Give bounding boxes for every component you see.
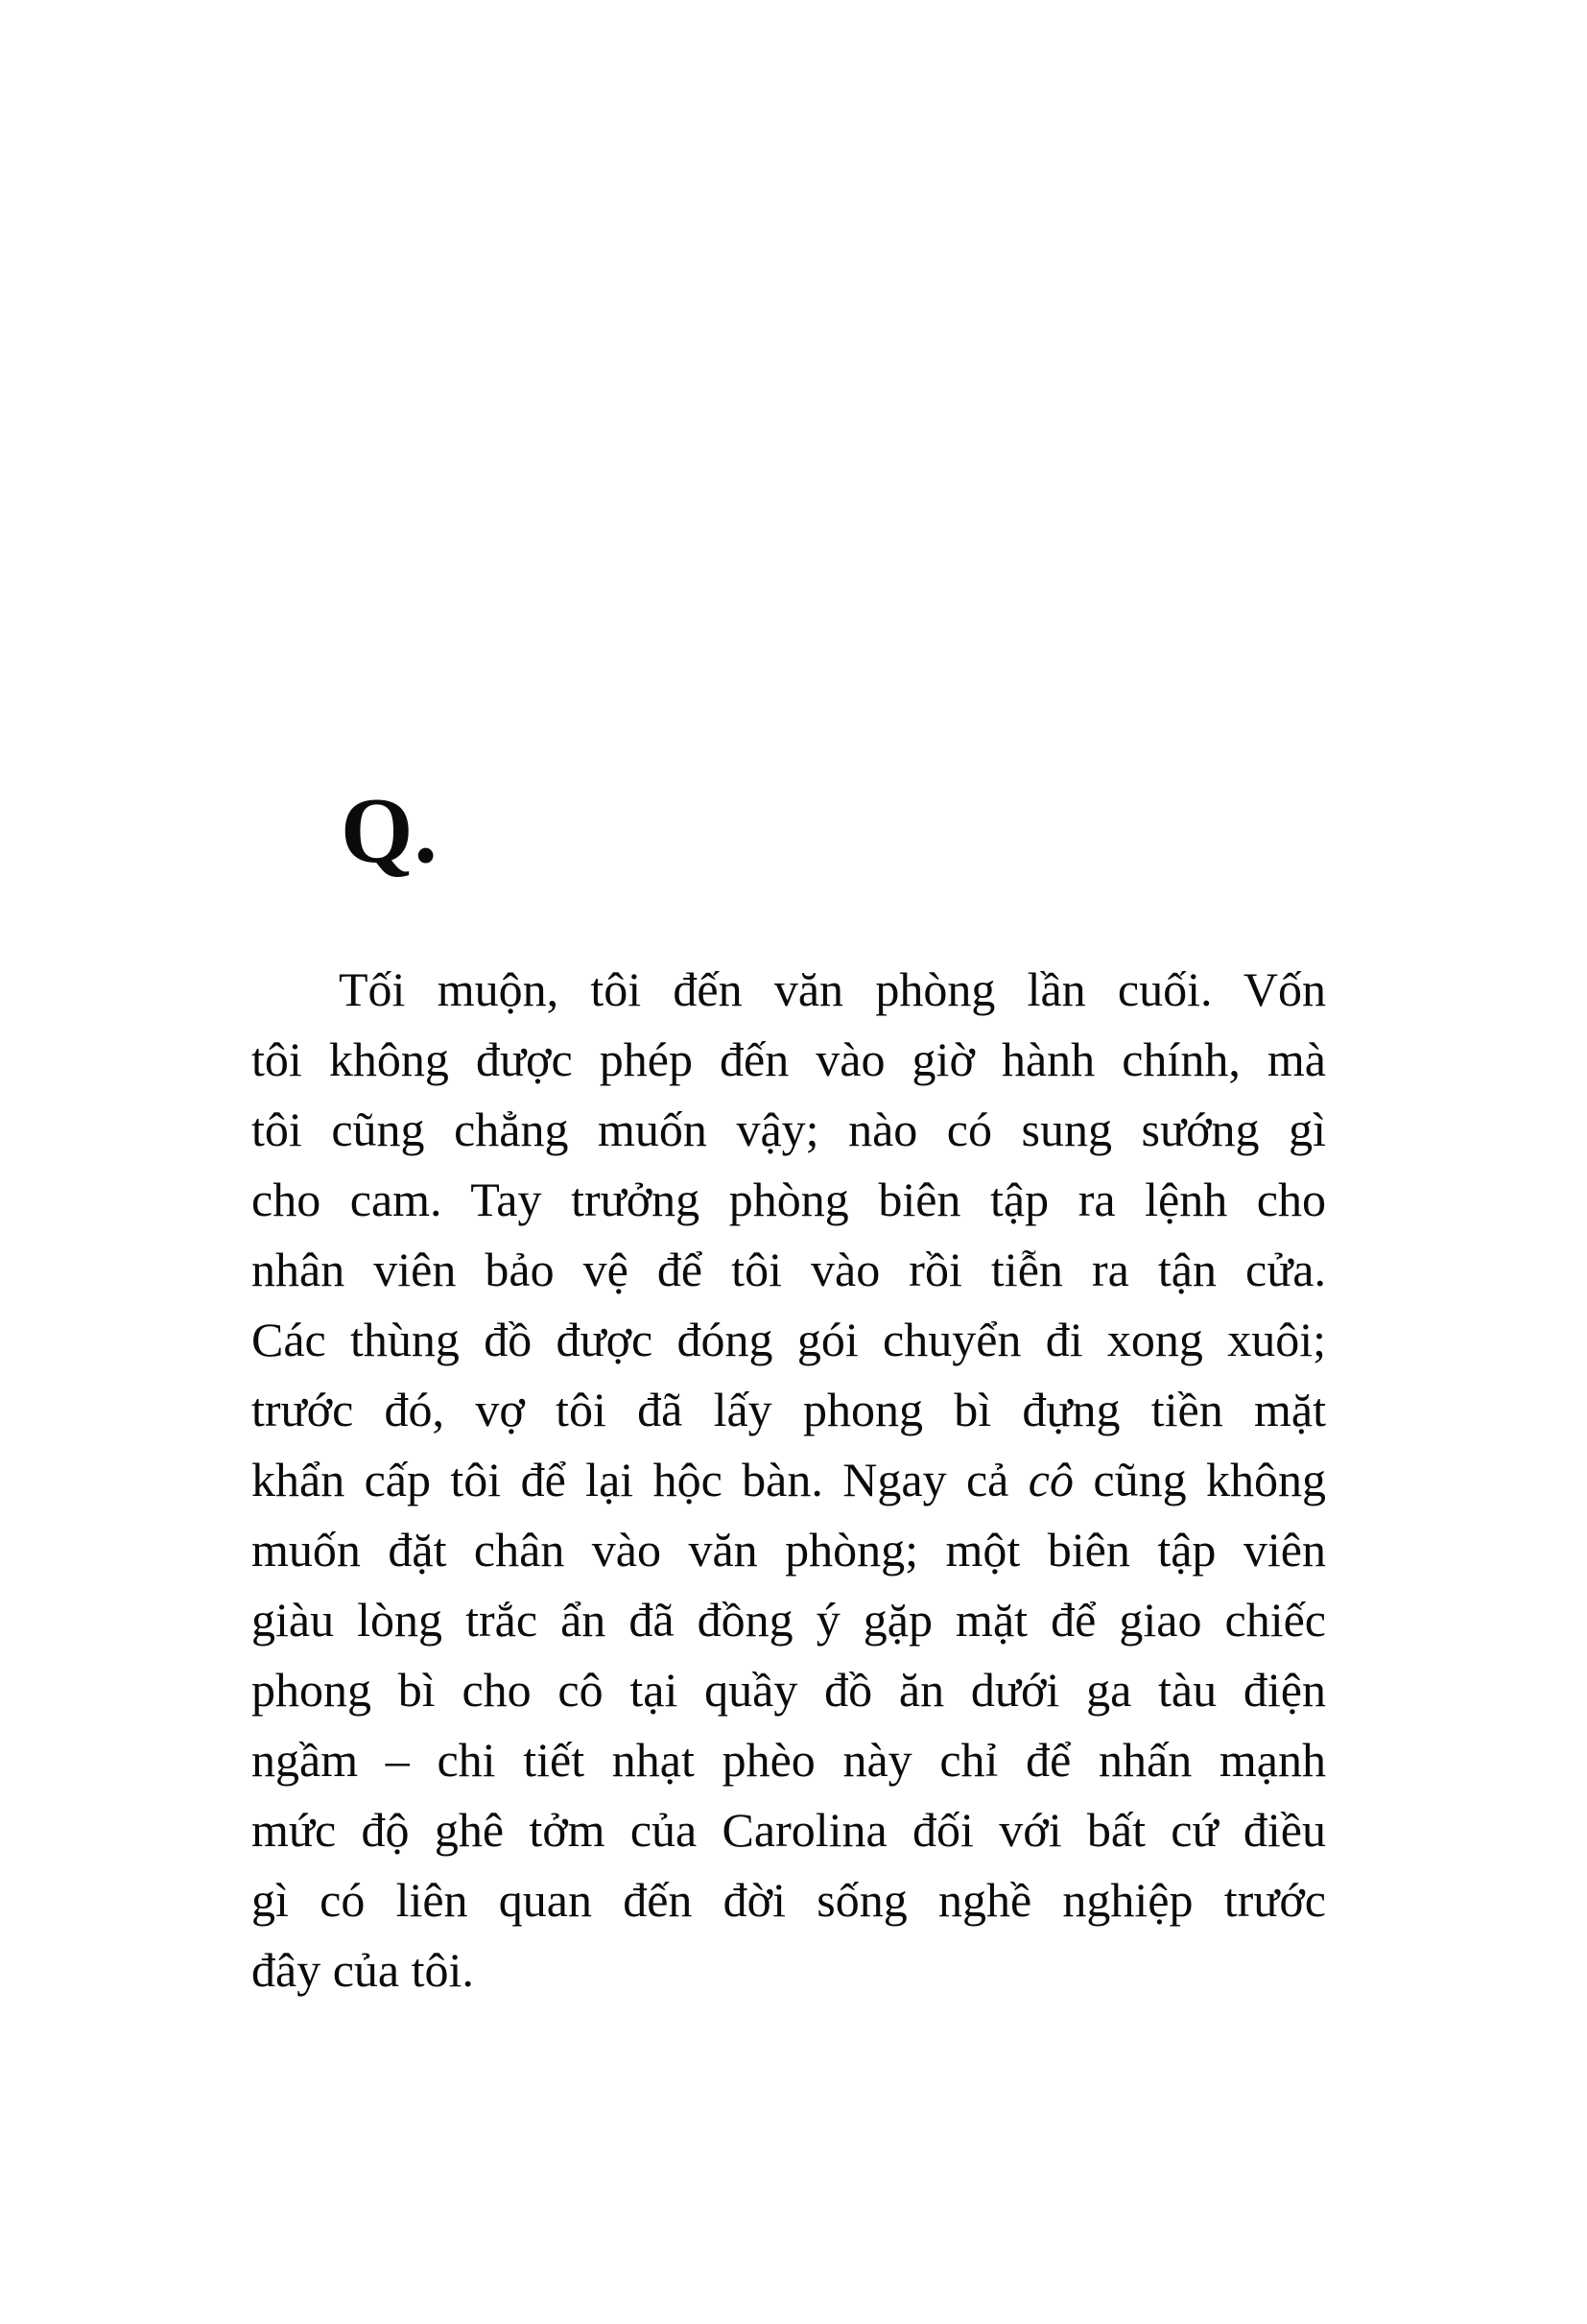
body-paragraph bbox=[251, 955, 1326, 2005]
italic-word: cô bbox=[1028, 1453, 1074, 1506]
paragraph-line: gì có liên quan đến đời sống nghề nghiệp trước bbox=[251, 1873, 1326, 1927]
paragraph-line: muốn đặt chân vào văn phòng; một biên tập viên bbox=[251, 1523, 1326, 1577]
paragraph-line: Các thùng đồ được đóng gói chuyển đi xong xuôi; bbox=[251, 1313, 1326, 1366]
paragraph-line: phong bì cho cô tại quầy đồ ăn dưới ga tàu điện bbox=[251, 1663, 1326, 1717]
chapter-marker: Q. bbox=[341, 779, 438, 882]
paragraph-line: nhân viên bảo vệ để tôi vào rồi tiễn ra tận cửa. bbox=[251, 1243, 1326, 1296]
line-segment: khẩn cấp tôi để lại hộc bàn. Ngay cả bbox=[251, 1453, 1029, 1506]
paragraph-line: Tối muộn, tôi đến văn phòng lần cuối. Vốn bbox=[339, 962, 1326, 1016]
paragraph-line: giàu lòng trắc ẩn đã đồng ý gặp mặt để giao chiếc bbox=[251, 1593, 1326, 1647]
paragraph-line bbox=[251, 1445, 1326, 1515]
paragraph-line: tôi cũng chẳng muốn vậy; nào có sung sướng gì bbox=[251, 1103, 1326, 1156]
paragraph-line: ngầm – chi tiết nhạt phèo này chỉ để nhấn mạnh bbox=[251, 1733, 1326, 1787]
paragraph-line: tôi không được phép đến vào giờ hành chính, mà bbox=[251, 1032, 1326, 1086]
paragraph-line: cho cam. Tay trưởng phòng biên tập ra lệnh cho bbox=[251, 1173, 1326, 1226]
line-segment: cũng không bbox=[1073, 1453, 1326, 1506]
paragraph-line: mức độ ghê tởm của Carolina đối với bất cứ điều bbox=[251, 1803, 1326, 1857]
paragraph-line: trước đó, vợ tôi đã lấy phong bì đựng tiền mặt bbox=[251, 1383, 1326, 1436]
paragraph-line: đây của tôi. bbox=[251, 1943, 474, 1997]
